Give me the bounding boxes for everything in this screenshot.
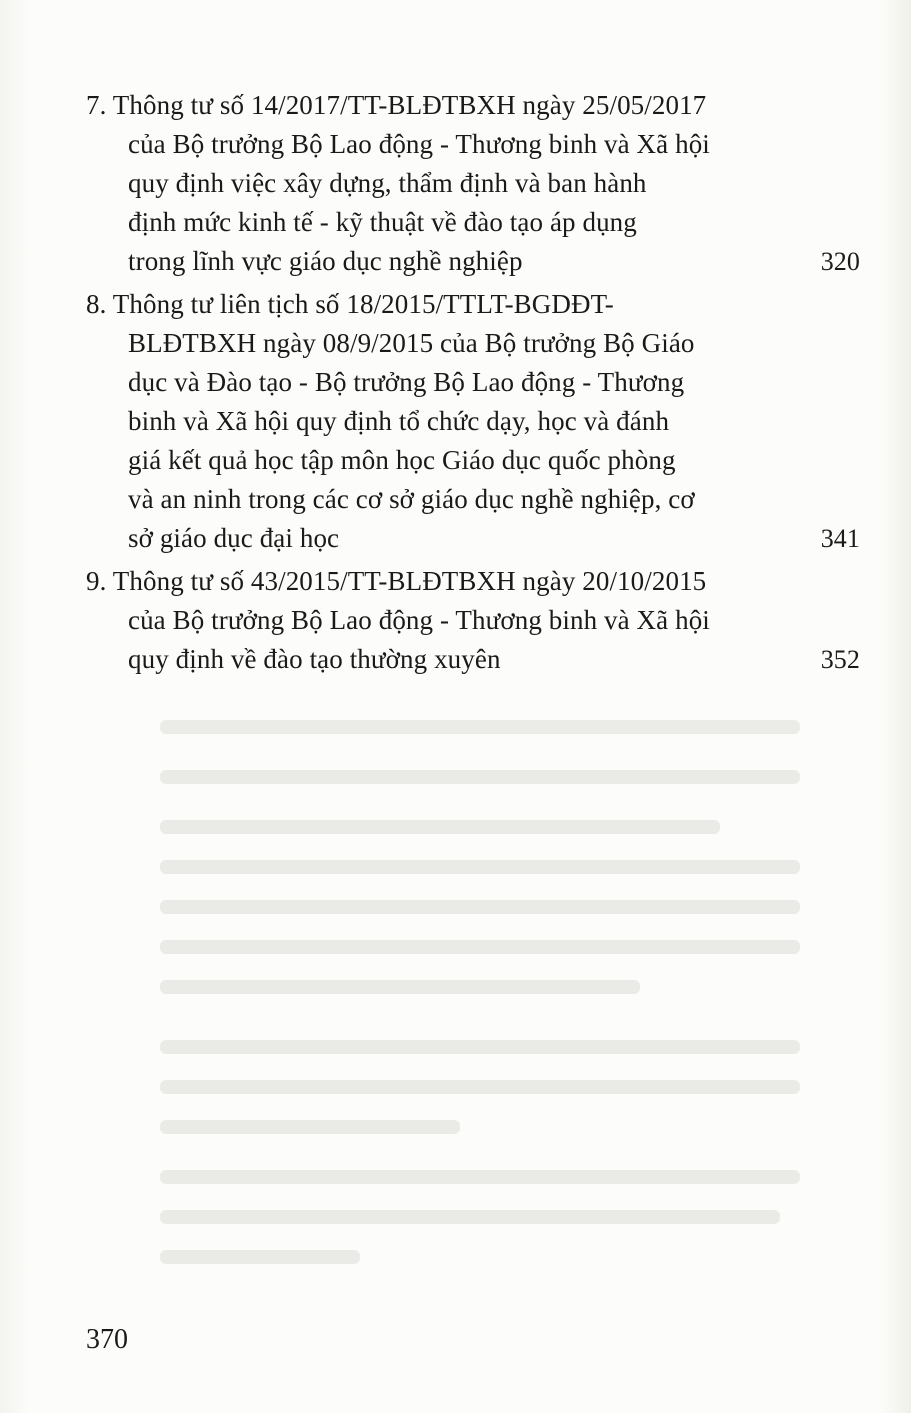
toc-entry-9[interactable]: [86, 562, 866, 679]
toc-entry-line: [86, 242, 866, 281]
toc-entry-7[interactable]: [86, 86, 866, 281]
toc-entry-line: của Bộ trưởng Bộ Lao động - Thương binh và Xã hội: [128, 605, 710, 635]
toc-entry-8[interactable]: [86, 285, 866, 558]
table-of-contents: [86, 86, 866, 683]
toc-entry-line: quy định việc xây dựng, thẩm định và ban hành: [128, 168, 647, 198]
toc-entry-line: 7. Thông tư số 14/2017/TT-BLĐTBXH ngày 25/05/2017: [86, 90, 707, 120]
toc-page-number: 352: [820, 645, 860, 674]
toc-entry-line: [86, 519, 866, 558]
toc-entry-line: giá kết quả học tập môn học Giáo dục quốc phòng: [128, 445, 676, 475]
toc-entry-line-text: quy định về đào tạo thường xuyên: [128, 644, 501, 674]
toc-entry-line: và an ninh trong các cơ sở giáo dục nghề nghiệp, cơ: [128, 484, 695, 514]
toc-entry-line: 9. Thông tư số 43/2015/TT-BLĐTBXH ngày 20/10/2015: [86, 566, 707, 596]
toc-entry-line-text: trong lĩnh vực giáo dục nghề nghiệp: [128, 246, 523, 276]
toc-entry-line-text: sở giáo dục đại học: [128, 523, 340, 553]
toc-entry-line: [86, 640, 866, 679]
toc-page-number: 320: [820, 247, 860, 276]
page-number: 370: [86, 1324, 128, 1355]
toc-entry-line: định mức kinh tế - kỹ thuật về đào tạo áp dụng: [128, 207, 637, 237]
toc-entry-line: 8. Thông tư liên tịch số 18/2015/TTLT-BGDĐT-: [86, 289, 614, 319]
toc-entry-line: BLĐTBXH ngày 08/9/2015 của Bộ trưởng Bộ Giáo: [128, 328, 695, 358]
toc-page-number: 341: [820, 524, 860, 553]
toc-entry-line: dục và Đào tạo - Bộ trưởng Bộ Lao động - Thương: [128, 367, 685, 397]
toc-entry-line: binh và Xã hội quy định tổ chức dạy, học và đánh: [128, 406, 670, 436]
toc-entry-line: của Bộ trưởng Bộ Lao động - Thương binh và Xã hội: [128, 129, 710, 159]
